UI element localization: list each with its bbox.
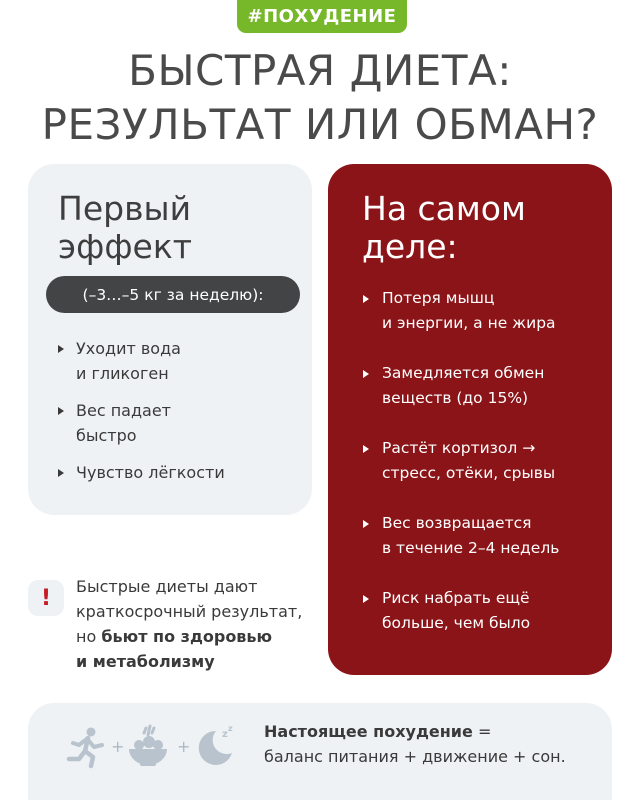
reality-heading-line-2: деле: [362, 227, 458, 266]
summary-icons [64, 723, 274, 771]
warning-line-2: краткосрочный результат, [76, 602, 303, 621]
warning-plain-text: но [76, 627, 102, 646]
first-effect-heading [58, 190, 192, 266]
first-effect-heading-line-1: Первый [58, 189, 192, 228]
reality-list [360, 286, 600, 661]
first-effect-card [28, 164, 312, 515]
list-item-text: больше, чем было [382, 614, 531, 632]
title-line-1: БЫСТРАЯ ДИЕТА: [128, 46, 512, 95]
svg-text:z: z [228, 724, 233, 733]
summary-line-1 [264, 719, 604, 744]
list-item-text: Вес возвращается [382, 514, 532, 532]
warning-line-4 [76, 649, 316, 674]
warning-line-3 [76, 624, 316, 649]
list-item [360, 361, 600, 411]
hashtag-badge: #ПОХУДЕНИЕ [237, 0, 407, 33]
first-effect-heading-line-2: эффект [58, 227, 192, 266]
list-item-text: стресс, отёки, срывы [382, 464, 556, 482]
summary-line-2: баланс питания + движение + сон. [264, 747, 566, 766]
list-item [56, 336, 306, 386]
first-effect-list [56, 336, 306, 497]
list-item-text: Потеря мышц [382, 289, 495, 307]
title-line-2: РЕЗУЛЬТАТ ИЛИ ОБМАН? [41, 100, 599, 149]
summary-bold-text: Настоящее похудение [264, 722, 473, 741]
list-item-text: Растёт кортизол → [382, 439, 536, 457]
list-item-text: Риск набрать ещё [382, 589, 530, 607]
page-title [0, 44, 640, 152]
list-item [360, 586, 600, 636]
warning-line-1: Быстрые диеты дают [76, 577, 258, 596]
svg-text:z: z [222, 729, 228, 740]
list-item-text: Чувство лёгкости [76, 463, 225, 482]
list-item-text: Замедляется обмен [382, 364, 545, 382]
summary-equals: = [472, 722, 492, 741]
reality-card [328, 164, 612, 675]
list-item [360, 511, 600, 561]
list-item-text: быстро [76, 426, 137, 445]
list-item [56, 398, 306, 448]
warning-bold-text: бьют по здоровью [101, 627, 273, 646]
reality-heading [362, 190, 526, 266]
list-item-text: веществ (до 15%) [382, 389, 529, 407]
plus-sign: + [111, 737, 125, 756]
list-item [360, 436, 600, 486]
warning-note [76, 574, 316, 674]
reality-heading-line-1: На самом [362, 189, 526, 228]
list-item-text: и энергии, а не жира [382, 314, 556, 332]
exclamation-icon: ! [28, 580, 64, 616]
summary-card [28, 703, 612, 800]
weight-loss-pill: (–3…–5 кг за неделю): [46, 276, 300, 313]
list-item-text: Уходит вода [76, 339, 181, 358]
summary-text [264, 719, 604, 769]
list-item-text: Вес падает [76, 401, 171, 420]
list-item [360, 286, 600, 336]
list-item-text: в течение 2–4 недель [382, 539, 560, 557]
plus-sign: + [177, 737, 191, 756]
salad-bowl-icon [124, 723, 172, 771]
moon-sleep-icon [192, 723, 238, 769]
list-item [56, 460, 306, 485]
list-item-text: и гликоген [76, 364, 169, 383]
running-person-icon [64, 725, 108, 769]
warning-bold-text: и метаболизму [76, 652, 215, 671]
